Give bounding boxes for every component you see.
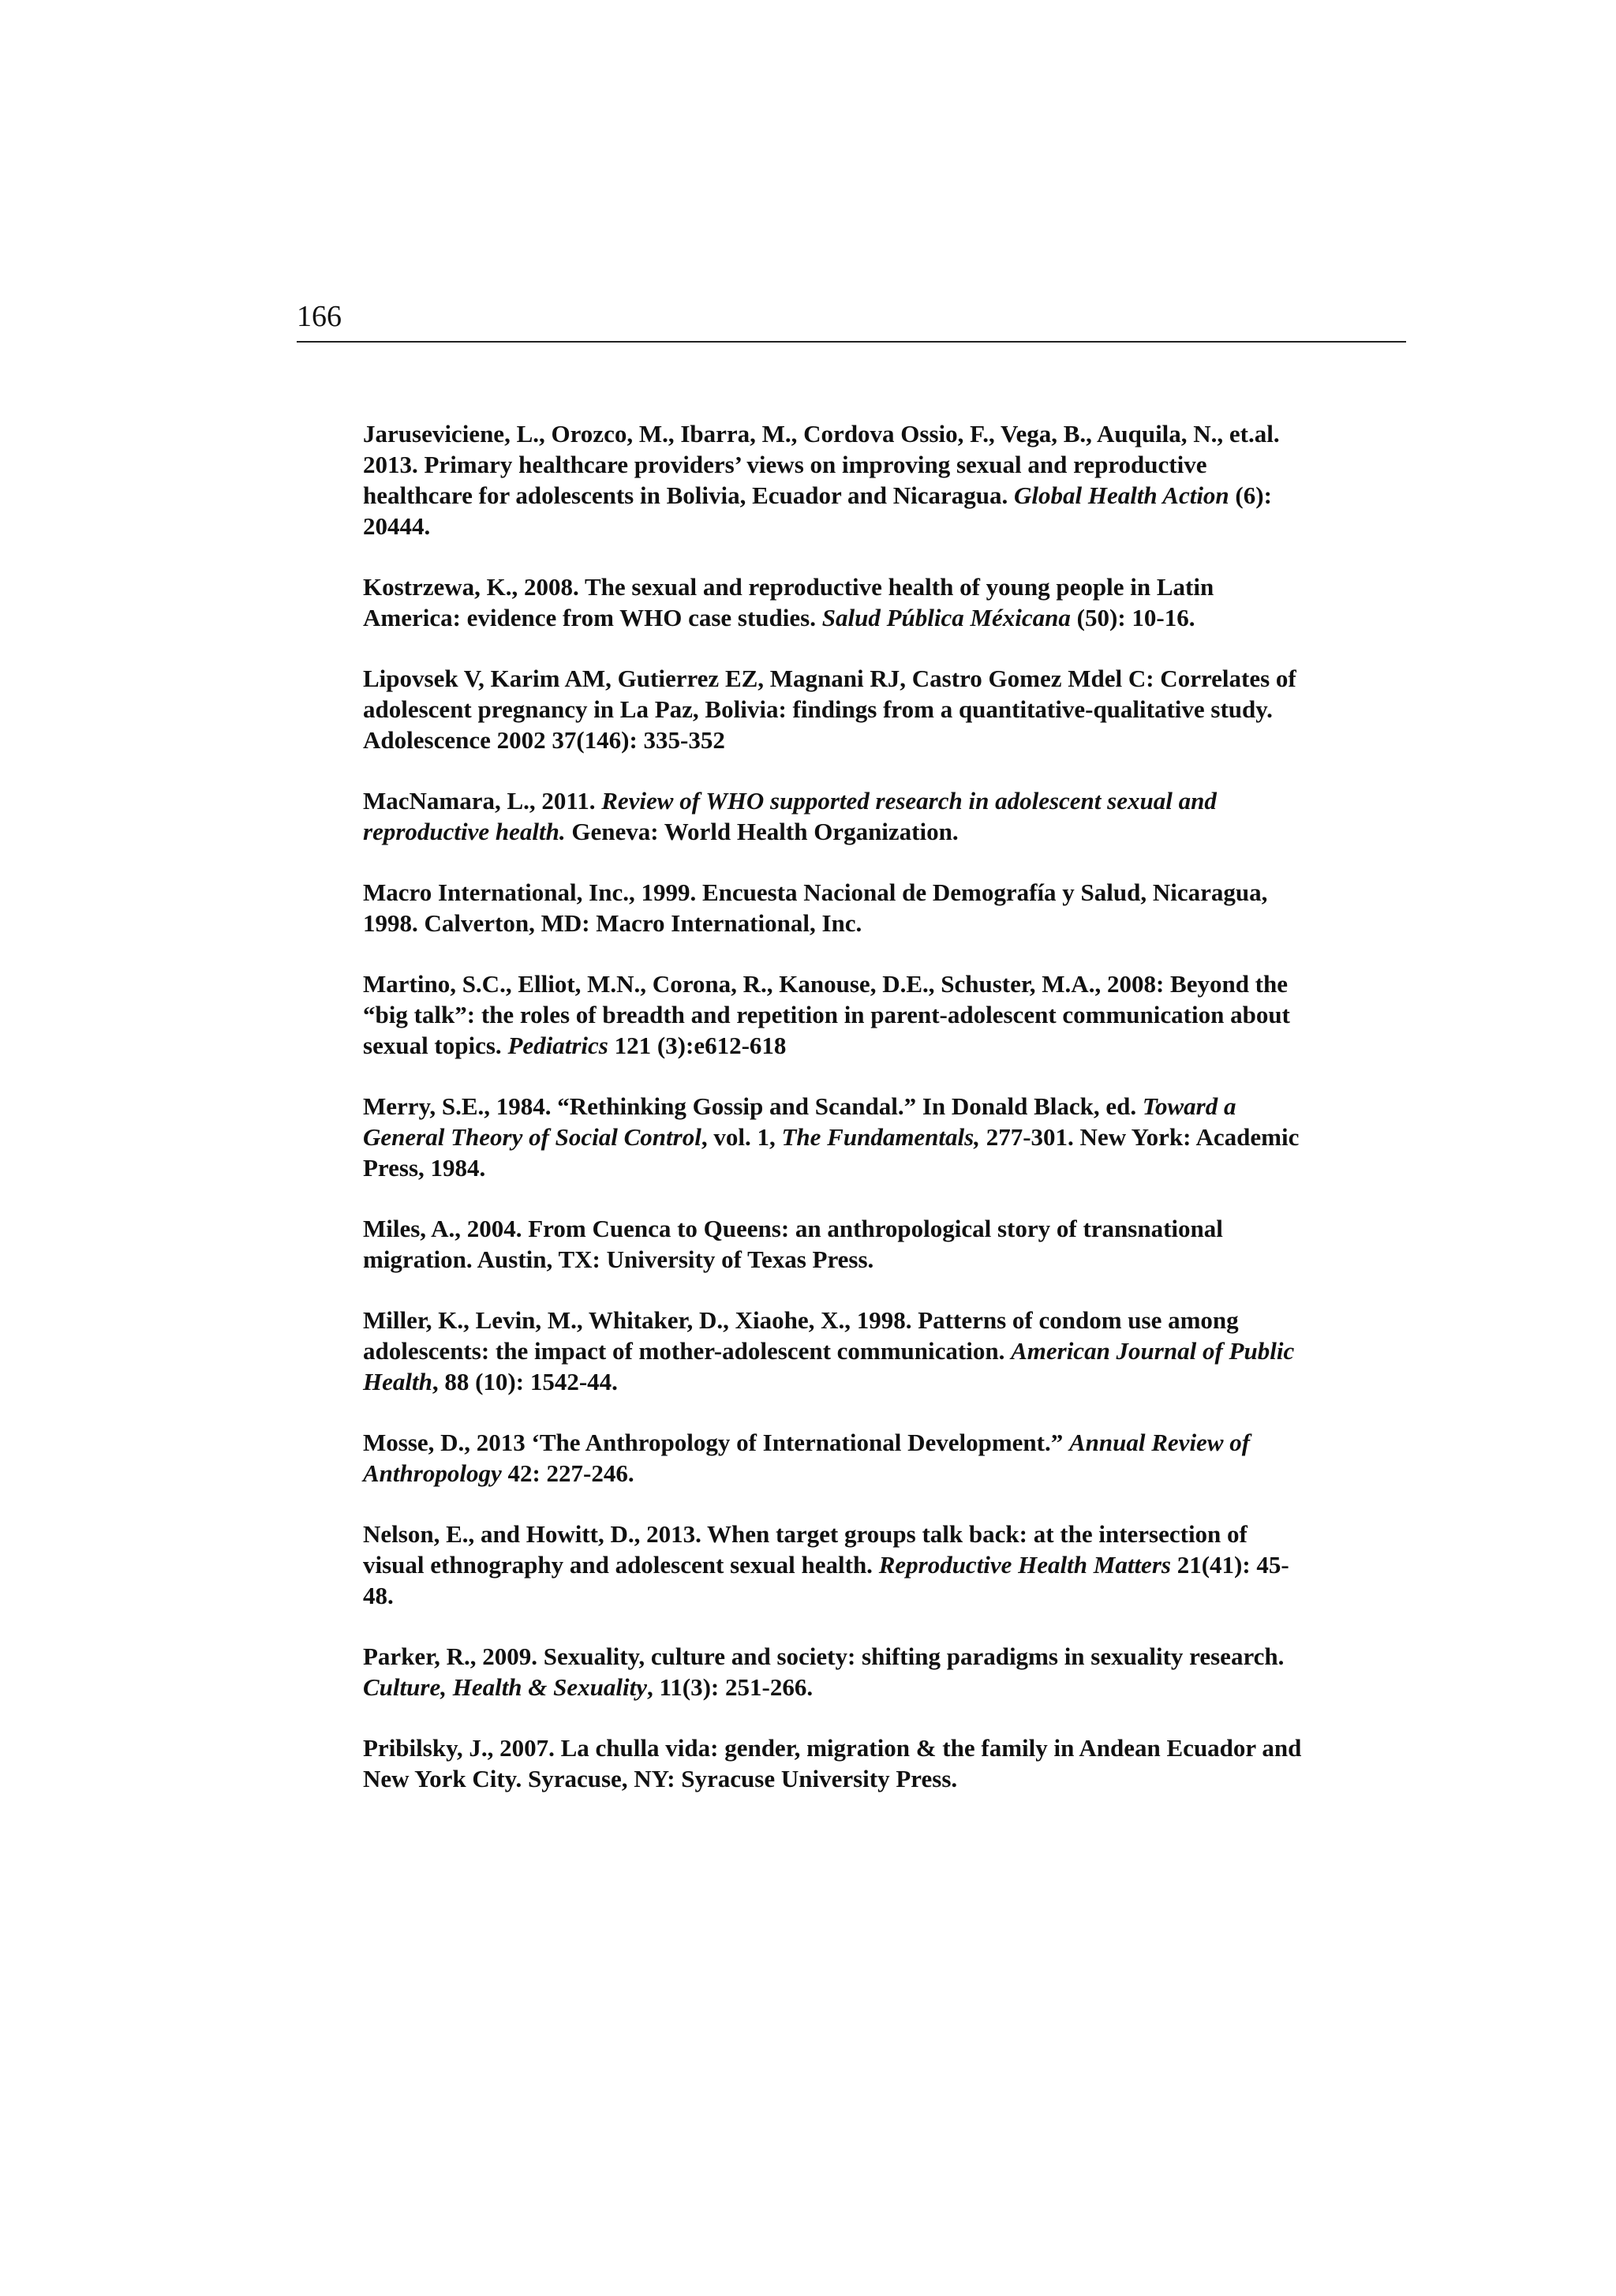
reference-text: , 88 (10): 1542-44. xyxy=(432,1368,618,1395)
reference-text: 121 (3):e612-618 xyxy=(608,1032,787,1059)
reference-entry xyxy=(363,663,1302,755)
reference-text: Macro International, Inc., 1999. Encuesta Nacional de Demografía y Salud, Nicaragua, 1998. Calverton, MD: Macro International, Inc. xyxy=(363,878,1268,937)
reference-text: Pribilsky, J., 2007. La chulla vida: gender, migration & the family in Andean Ecuador and New York City. Syracuse, NY: Syracuse University Press. xyxy=(363,1734,1302,1792)
reference-italic-text: The Fundamentals, xyxy=(781,1123,980,1151)
reference-entry xyxy=(363,785,1302,847)
reference-text: Merry, S.E., 1984. “Rethinking Gossip and Scandal.” In Donald Black, ed. xyxy=(363,1092,1143,1120)
reference-list xyxy=(363,418,1302,1824)
reference-text: Miles, A., 2004. From Cuenca to Queens: an anthropological story of transnational migration. Austin, TX: University of Texas Press. xyxy=(363,1215,1223,1273)
reference-text: Kostrzewa, K., 2008. The sexual and reproductive health of young people in Latin America: evidence from WHO case studies. xyxy=(363,573,1214,631)
reference-entry xyxy=(363,1732,1302,1794)
reference-text: Miller, K., Levin, M., Whitaker, D., Xiaohe, X., 1998. Patterns of condom use among adolescents: the impact of mother-adolescent communication. xyxy=(363,1306,1239,1365)
header-rule xyxy=(297,341,1406,343)
reference-italic-text: Review of WHO supported research in adolescent sexual and reproductive health. xyxy=(363,787,1217,845)
reference-text: MacNamara, L., 2011. xyxy=(363,787,602,815)
reference-text: Mosse, D., 2013 ‘The Anthropology of International Development.” xyxy=(363,1429,1069,1456)
reference-text: Nelson, E., and Howitt, D., 2013. When target groups talk back: at the intersection of visual ethnography and adolescent sexual health. xyxy=(363,1520,1248,1579)
reference-text: 277-301. New York: Academic Press, 1984. xyxy=(363,1123,1300,1182)
reference-text: , vol. 1, xyxy=(701,1123,782,1151)
reference-entry xyxy=(363,1305,1302,1397)
reference-italic-text: American Journal of Public Health xyxy=(363,1337,1295,1395)
reference-entry xyxy=(363,1641,1302,1702)
reference-entry xyxy=(363,571,1302,633)
reference-italic-text: Culture, Health & Sexuality xyxy=(363,1673,647,1701)
reference-text: 21(41): 45-48. xyxy=(363,1551,1289,1609)
reference-entry xyxy=(363,1519,1302,1611)
page-number: 166 xyxy=(297,300,342,333)
reference-text: (6): 20444. xyxy=(363,481,1272,540)
reference-text: 42: 227-246. xyxy=(501,1459,634,1487)
reference-italic-text: Pediatrics xyxy=(507,1032,608,1059)
reference-entry xyxy=(363,1213,1302,1275)
reference-entry xyxy=(363,968,1302,1061)
reference-text: Geneva: World Health Organization. xyxy=(565,818,959,845)
reference-entry xyxy=(363,877,1302,938)
reference-text: (50): 10-16. xyxy=(1070,604,1195,631)
reference-entry xyxy=(363,1091,1302,1183)
reference-italic-text: Annual Review of Anthropology xyxy=(363,1429,1251,1487)
reference-italic-text: Toward a General Theory of Social Control xyxy=(363,1092,1236,1151)
reference-entry xyxy=(363,418,1302,541)
reference-italic-text: Salud Pública Méxicana xyxy=(821,604,1071,631)
reference-text: Jaruseviciene, L., Orozco, M., Ibarra, M., Cordova Ossio, F., Vega, B., Auquila, N., et.al. 2013. Primary healthcare providers’ views on improving sexual and reproductive healthcare for adolescents in Bolivia, Ecuador and Nicaragua. xyxy=(363,420,1280,509)
reference-italic-text: Reproductive Health Matters xyxy=(878,1551,1171,1579)
reference-text: , 11(3): 251-266. xyxy=(647,1673,814,1701)
reference-text: Lipovsek V, Karim AM, Gutierrez EZ, Magnani RJ, Castro Gomez Mdel C: Correlates of adolescent pregnancy in La Paz, Bolivia: findings from a quantitative-qualitative study. Adolescence 2002 37(146): 335-352 xyxy=(363,665,1296,754)
reference-italic-text: Global Health Action xyxy=(1013,481,1229,509)
reference-text: Martino, S.C., Elliot, M.N., Corona, R., Kanouse, D.E., Schuster, M.A., 2008: Beyond the “big talk”: the roles of breadth and repetition in parent-adolescent communication about sexual topics. xyxy=(363,970,1290,1059)
reference-entry xyxy=(363,1427,1302,1489)
reference-text: Parker, R., 2009. Sexuality, culture and society: shifting paradigms in sexuality research. xyxy=(363,1642,1285,1670)
